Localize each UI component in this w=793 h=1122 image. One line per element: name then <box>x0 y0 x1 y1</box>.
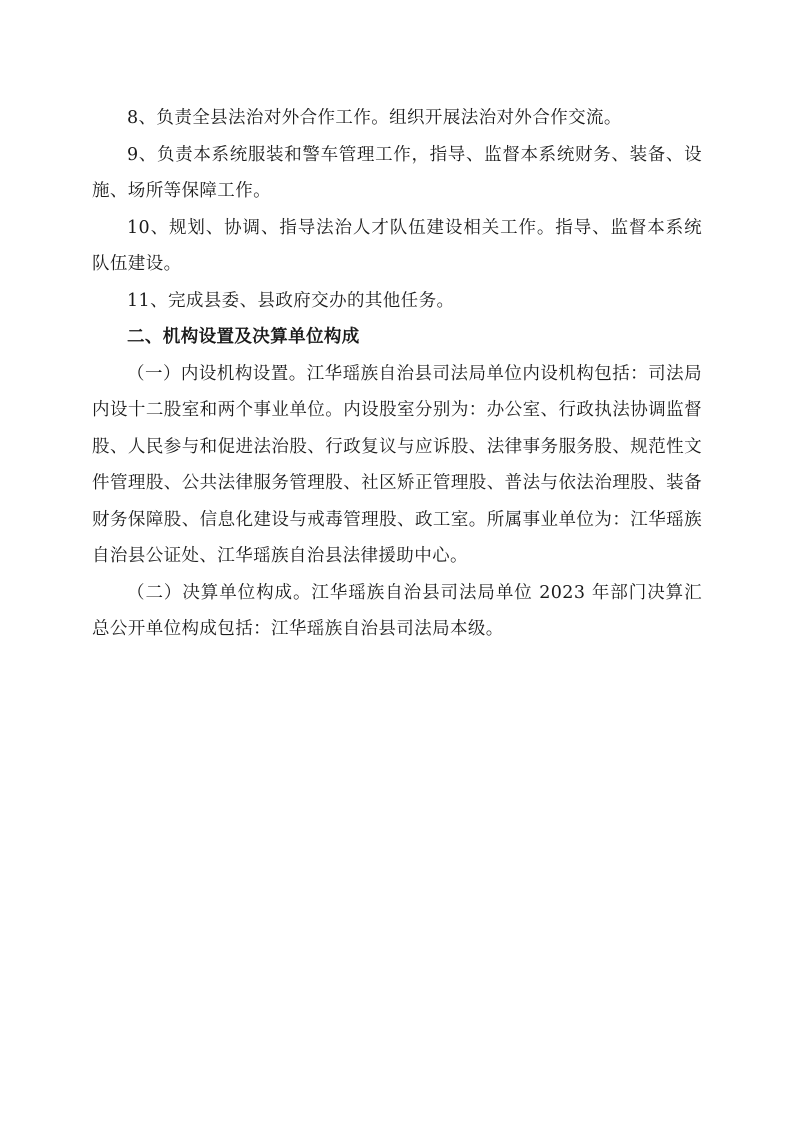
duty-item-8: 8、负责全县法治对外合作工作。组织开展法治对外合作交流。 <box>127 108 622 128</box>
duty-item-11: 11、完成县委、县政府交办的其他任务。 <box>127 290 455 311</box>
internal-structure-paragraph: （一）内设机构设置。江华瑶族自治县司法局单位内设机构包括：司法局内设十二股室和两个事业单位。内设股室分别为：办公室、行政执法协调监督股、人民参与和促进法治股、行政复议与应诉股、法律事务服务股、规范性文件管理股、公共法律服务管理股、社区矫正管理股、普法与依法治理股、装备财务保障股、信息化建设与戒毒管理股、政工室。所属事业单位为：江华瑶族自治县公证处、江华瑶族自治县法律援助中心。 <box>92 363 702 566</box>
section-heading: 二、机构设置及决算单位构成 <box>127 327 360 347</box>
duty-item-10: 10、规划、协调、指导法治人才队伍建设相关工作。指导、监督本系统队伍建设。 <box>92 217 702 274</box>
duty-item-9: 9、负责本系统服装和警车管理工作，指导、监督本系统财务、装备、设施、场所等保障工作。 <box>92 144 702 201</box>
budget-unit-paragraph: （二）决算单位构成。江华瑶族自治县司法局单位 2023 年部门决算汇总公开单位构成包括：江华瑶族自治县司法局本级。 <box>92 582 702 639</box>
document-page <box>92 100 702 648</box>
